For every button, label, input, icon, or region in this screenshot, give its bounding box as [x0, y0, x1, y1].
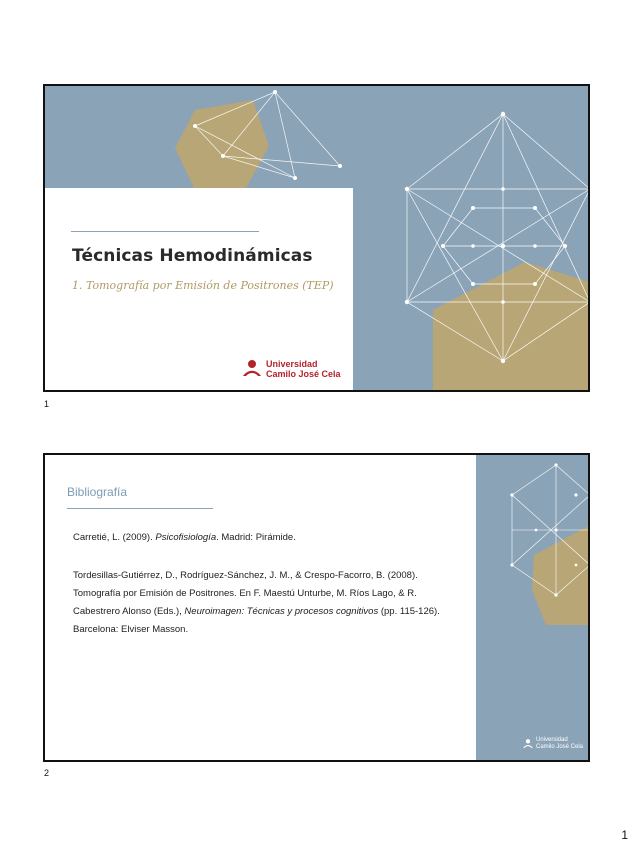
- reference-item: [73, 567, 453, 639]
- side-decoration: [476, 455, 590, 762]
- university-logo-icon: [241, 358, 263, 380]
- side-geometric-decoration: [476, 455, 590, 762]
- slide-2: [43, 453, 590, 762]
- university-logo-small-icon: [522, 738, 534, 750]
- reference-text: Tordesillas-Gutiérrez, D., Rodríguez-Sánchez, J. M., & Crespo-Facorro, B. (2008). Tomografía por Emisión de Positrones. En F. Maestú Unturbe, M. Ríos Lago, & R. Cabestrero Alonso (Eds.),: [73, 570, 418, 617]
- bibliography-title: Bibliografía: [67, 485, 128, 499]
- reference-work-title: Neuroimagen: Técnicas y procesos cognitivos: [184, 606, 379, 617]
- reference-item: [73, 529, 453, 547]
- logo-small-line-2: Camilo José Cela: [536, 744, 584, 750]
- slide-title: Técnicas Hemodinámicas: [72, 246, 313, 266]
- title-panel: [45, 188, 353, 392]
- page-number: 1: [621, 828, 628, 842]
- university-logo-small: [522, 737, 583, 751]
- reference-text: (pp. 115-126). Barcelona: Elviser Masson.: [73, 606, 440, 635]
- reference-work-title: Psicofisiología: [155, 532, 217, 543]
- logo-line-2: Camilo José Cela: [266, 369, 341, 379]
- logo-line-1: Universidad: [266, 359, 318, 369]
- slide-subtitle: 1. Tomografía por Emisión de Positrones (TEP): [72, 279, 334, 292]
- title-rule: [71, 231, 259, 232]
- university-logo: [241, 358, 341, 380]
- slide-number: 2: [44, 768, 50, 778]
- bibliography-rule: [67, 508, 213, 509]
- logo-small-line-1: Universidad: [536, 737, 568, 743]
- reference-text: . Madrid: Pirámide.: [216, 532, 296, 543]
- reference-text: Carretié, L. (2009).: [73, 532, 156, 543]
- slide-number: 1: [44, 399, 50, 409]
- slide-1: [43, 84, 590, 392]
